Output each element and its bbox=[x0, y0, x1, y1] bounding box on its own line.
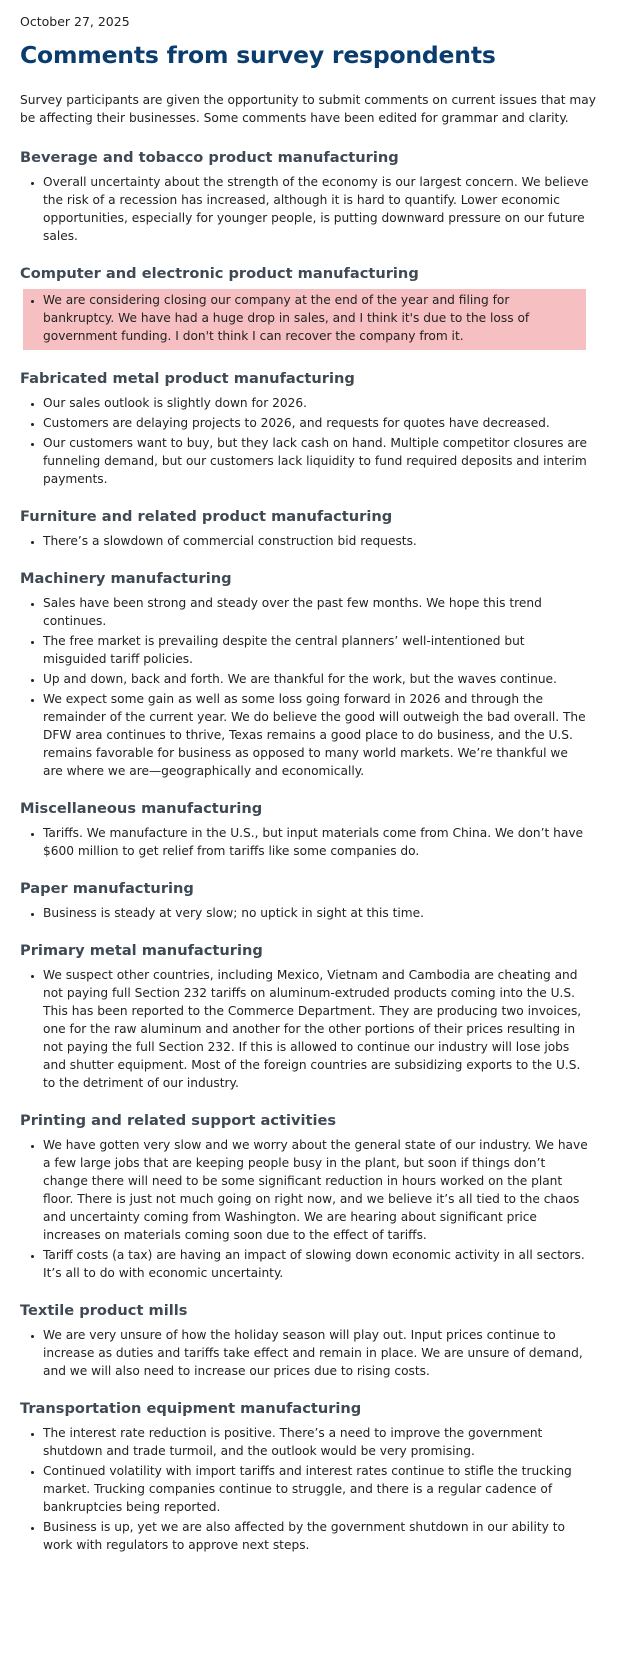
industry-section bbox=[20, 148, 600, 245]
comment-item: • Continued volatility with import tariffs and interest rates continue to stifle the trucking market. Trucking companies continue to struggle, and there is a regular cadence of bankruptcies being reported. bbox=[43, 1462, 600, 1516]
comment-item: • Our customers want to buy, but they lack cash on hand. Multiple competitor closures are funneling demand, but our customers lack liquidity to fund required deposits and interim payments. bbox=[43, 434, 600, 488]
industry-section bbox=[20, 507, 600, 550]
sections-container bbox=[20, 148, 600, 1554]
industry-section bbox=[20, 264, 600, 350]
comment-item: • The free market is prevailing despite the central planners’ well-intentioned but misguided tariff policies. bbox=[43, 632, 600, 668]
comment-item: • Tariffs. We manufacture in the U.S., but input materials come from China. We don’t have $600 million to get relief from tariffs like some companies do. bbox=[43, 824, 600, 860]
industry-heading: Fabricated metal product manufacturing bbox=[20, 370, 355, 387]
industry-heading: Furniture and related product manufacturing bbox=[20, 508, 393, 525]
industry-section bbox=[20, 879, 600, 922]
comment-list bbox=[20, 824, 600, 860]
industry-heading: Paper manufacturing bbox=[20, 880, 194, 897]
comment-item: • We have gotten very slow and we worry about the general state of our industry. We have a few large jobs that are keeping people busy in the plant, but soon if things don’t change there will need to be some significant reduction in hours worked on the plant floor. There is just not much going on right now, and we believe it’s all tied to the chaos and uncertainty coming from Washington. We are hearing about significant price increases on materials coming soon due to the effect of tariffs. bbox=[43, 1136, 600, 1244]
page-title: Comments from survey respondents bbox=[20, 41, 496, 69]
comment-list bbox=[20, 1136, 600, 1282]
industry-heading: Computer and electronic product manufacturing bbox=[20, 265, 419, 282]
industry-section bbox=[20, 1399, 600, 1554]
comment-item: • Sales have been strong and steady over the past few months. We hope this trend continues. bbox=[43, 594, 600, 630]
publication-date: October 27, 2025 bbox=[20, 14, 130, 29]
comment-item: • The interest rate reduction is positive. There’s a need to improve the government shutdown and trade turmoil, and the outlook would be very promising. bbox=[43, 1424, 600, 1460]
industry-heading: Textile product mills bbox=[20, 1302, 188, 1319]
comment-item: • We are very unsure of how the holiday season will play out. Input prices continue to increase as duties and tariffs take effect and remain in place. We are unsure of demand, and we will also need to increase our prices due to rising costs. bbox=[43, 1326, 600, 1380]
comment-item: • We suspect other countries, including Mexico, Vietnam and Cambodia are cheating and not paying full Section 232 tariffs on aluminum-extruded products coming into the U.S. This has been reported to the Commerce Department. They are producing two invoices, one for the raw aluminum and another for the other portions of their prices resulting in not paying the full Section 232. If this is allowed to continue our industry will lose jobs and shutter equipment. Most of the foreign countries are subsidizing exports to the U.S. to the detriment of our industry. bbox=[43, 966, 600, 1092]
industry-heading: Miscellaneous manufacturing bbox=[20, 800, 263, 817]
comment-item: • Overall uncertainty about the strength of the economy is our largest concern. We believe the risk of a recession has increased, although it is hard to quantify. Lower economic opportunities, especially for younger people, is putting downward pressure on our future sales. bbox=[43, 173, 600, 245]
intro-paragraph: Survey participants are given the opportunity to submit comments on current issues that may be affecting their businesses. Some comments have been edited for grammar and clarity. bbox=[20, 93, 596, 125]
comment-item: • Up and down, back and forth. We are thankful for the work, but the waves continue. bbox=[43, 670, 600, 688]
comment-item: • We are considering closing our company at the end of the year and filing for bankruptcy. We have had a huge drop in sales, and I think it's due to the loss of government funding. I don't think I can recover the company from it. bbox=[43, 291, 584, 345]
industry-section bbox=[20, 799, 600, 860]
comment-item: • Business is up, yet we are also affected by the government shutdown in our ability to work with regulators to approve next steps. bbox=[43, 1518, 600, 1554]
industry-section bbox=[20, 1301, 600, 1380]
comment-list bbox=[20, 594, 600, 780]
industry-section bbox=[20, 569, 600, 780]
industry-heading: Transportation equipment manufacturing bbox=[20, 1400, 362, 1417]
comment-list bbox=[23, 291, 584, 345]
comment-list bbox=[20, 1326, 600, 1380]
comment-item: • Business is steady at very slow; no uptick in sight at this time. bbox=[43, 904, 600, 922]
industry-heading: Printing and related support activities bbox=[20, 1112, 337, 1129]
comment-item: • Customers are delaying projects to 2026, and requests for quotes have decreased. bbox=[43, 414, 600, 432]
comment-item: • We expect some gain as well as some loss going forward in 2026 and through the remainder of the current year. We do believe the good will outweigh the bad overall. The DFW area continues to thrive, Texas remains a good place to do business, and the U.S. remains favorable for business as opposed to many world markets. We’re thankful we are where we are—geographically and economically. bbox=[43, 690, 600, 780]
industry-section bbox=[20, 1111, 600, 1282]
comment-item: • Our sales outlook is slightly down for 2026. bbox=[43, 394, 600, 412]
industry-heading: Machinery manufacturing bbox=[20, 570, 232, 587]
highlighted-comment-block bbox=[23, 289, 586, 350]
industry-section bbox=[20, 369, 600, 488]
comment-list bbox=[20, 1424, 600, 1554]
industry-section bbox=[20, 941, 600, 1092]
comment-list bbox=[20, 966, 600, 1092]
comment-list bbox=[20, 532, 600, 550]
comment-list bbox=[20, 394, 600, 488]
industry-heading: Beverage and tobacco product manufacturing bbox=[20, 149, 399, 166]
industry-heading: Primary metal manufacturing bbox=[20, 942, 263, 959]
comment-item: • There’s a slowdown of commercial construction bid requests. bbox=[43, 532, 600, 550]
comment-item: • Tariff costs (a tax) are having an impact of slowing down economic activity in all sectors. It’s all to do with economic uncertainty. bbox=[43, 1246, 600, 1282]
comment-list bbox=[20, 904, 600, 922]
comment-list bbox=[20, 173, 600, 245]
